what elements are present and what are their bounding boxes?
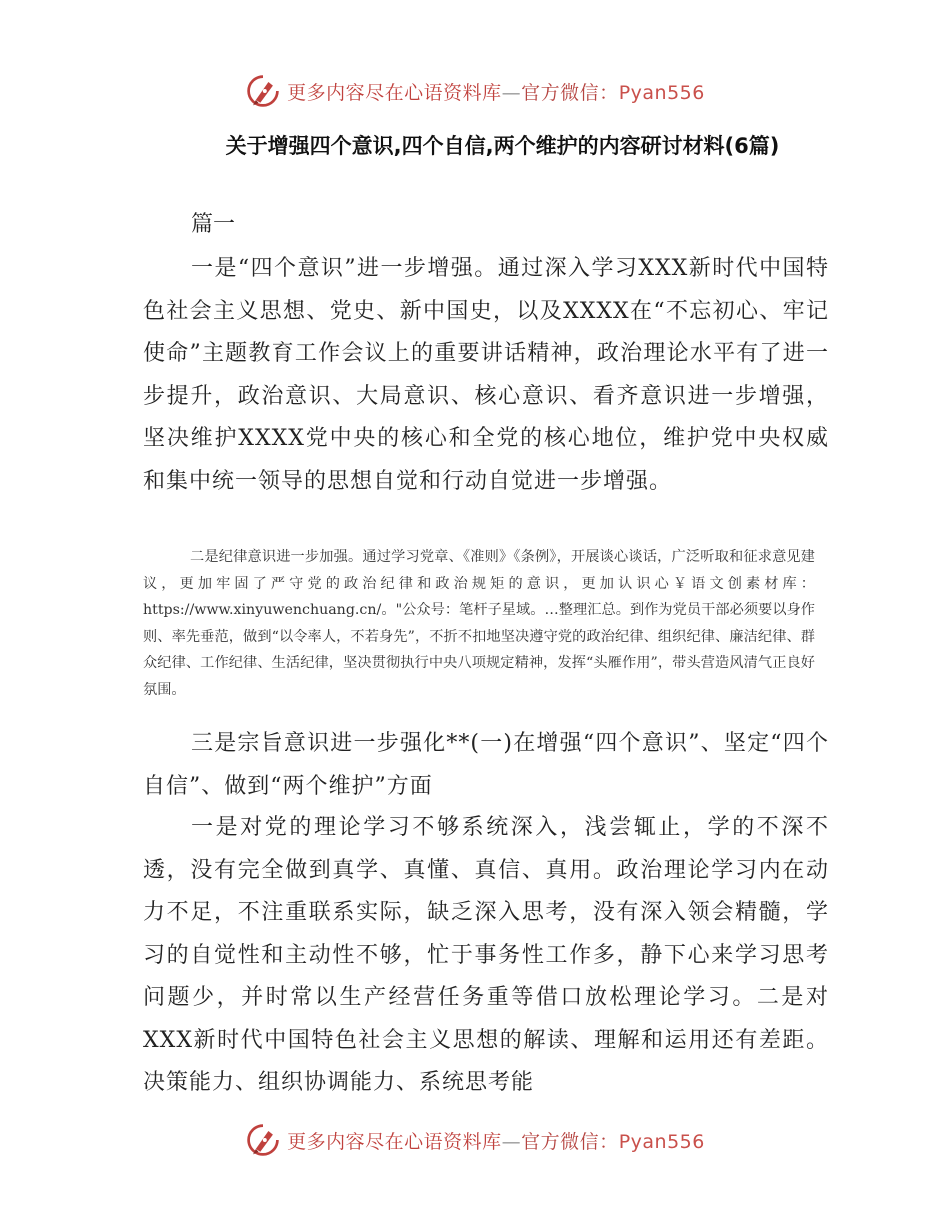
- watermark-banner-bottom: [0, 1120, 950, 1160]
- red-pen-nib-logo-icon: [245, 1122, 281, 1158]
- section-label: 篇一: [191, 212, 236, 237]
- paragraph-4: 一是对党的理论学习不够系统深入，浅尝辄止，学的不深不透，没有完全做到真学、真懂、真信、真用。政治理论学习内在动力不足，不注重联系实际，缺乏深入思考，没有深入领会精髓，学习的自觉性和主动性不够，忙于事务性工作多，静下心来学习思考问题少，并时常以生产经营任务重等借口放松理论学习。二是对XXX新时代中国特色社会主义思想的解读、理解和运用还有差距。决策能力、组织协调能力、系统思考能: [143, 815, 829, 1095]
- watermark-wechat-handle: Pyan556: [618, 1130, 705, 1153]
- document-title: 关于增强四个意识,四个自信,两个维护的内容研讨材料(6篇): [225, 134, 780, 158]
- paragraph-3: 三是宗旨意识进一步强化**(一)在增强“四个意识”、坚定“四个自信”、做到“两个维护”方面: [143, 731, 829, 799]
- watermark-banner-top: [0, 71, 950, 111]
- watermark-text: [287, 78, 705, 105]
- watermark-wechat-handle: Pyan556: [618, 81, 705, 104]
- watermark-main-text: 更多内容尽在心语资料库: [287, 81, 502, 104]
- paragraph-2: 二是纪律意识进一步加强。通过学习党章、《准则》《条例》，开展谈心谈话，广泛听取和征求意见建议，更加牢固了严守党的政治纪律和政治规矩的意识，更加认识心￥语文创素材库：https://www.xinyuwenchuang.cn/。"公众号：笔杆子星域。…整理汇总。到作为党员干部必须要以身作则、率先垂范，做到“以令率人，不若身先”，不折不扣地坚决遵守党的政治纪律、组织纪律、廉洁纪律、群众纪律、工作纪律、生活纪律，坚决贯彻执行中央八项规定精神，发挥“头雁作用”，带头营造风清气正良好氛围。: [143, 549, 815, 698]
- red-pen-nib-logo-icon: [245, 73, 281, 109]
- watermark-wechat-label: 官方微信：: [521, 81, 619, 104]
- paragraph-1: 一是“四个意识”进一步增强。通过深入学习XXX新时代中国特色社会主义思想、党史、新中国史，以及XXXX在“不忘初心、牢记使命”主题教育工作会议上的重要讲话精神，政治理论水平有了进一步提升，政治意识、大局意识、核心意识、看齐意识进一步增强，坚决维护XXXX党中央的核心和全党的核心地位，维护党中央权威和集中统一领导的思想自觉和行动自觉进一步增强。: [143, 256, 829, 494]
- watermark-text: [287, 1127, 705, 1154]
- watermark-separator: —: [501, 81, 522, 104]
- watermark-wechat-label: 官方微信：: [521, 1130, 619, 1153]
- watermark-separator: —: [501, 1130, 522, 1153]
- watermark-main-text: 更多内容尽在心语资料库: [287, 1130, 502, 1153]
